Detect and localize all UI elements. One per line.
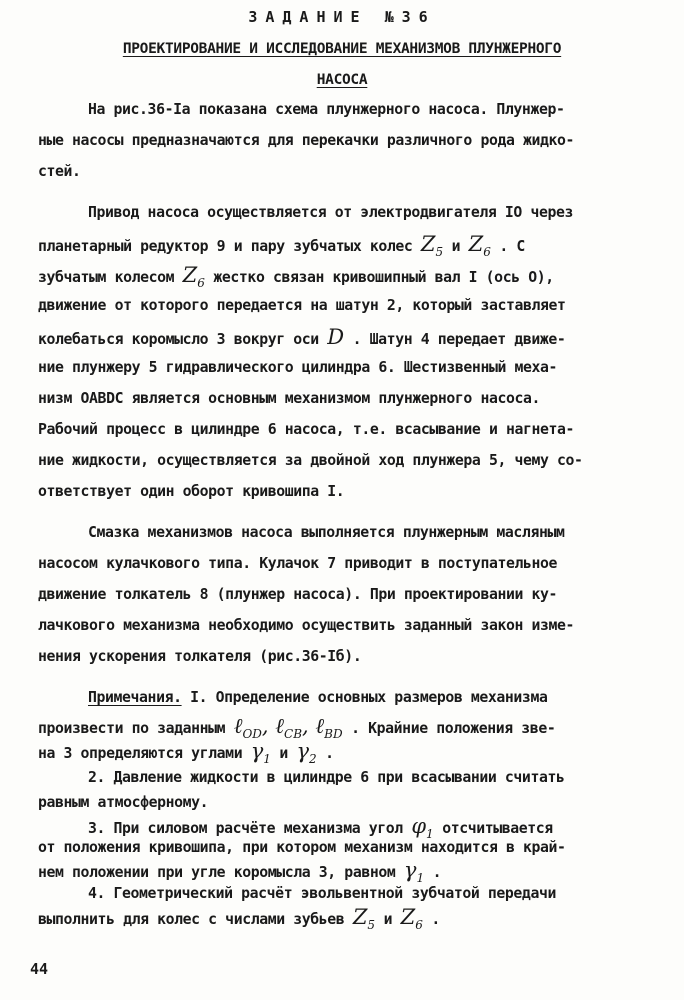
text-line: ние жидкости, осуществляется за двойной ход плунжера 5, чему со- [38, 452, 583, 469]
assignment-subtitle-line-1: ПРОЕКТИРОВАНИЕ И ИССЛЕДОВАНИЕ МЕХАНИЗМОВ ПЛУНЖЕРНОГО [122, 41, 562, 57]
text-line: На рис.36-Iа показана схема плунжерного насоса. Плунжер- [88, 101, 565, 118]
text-line: ние плунжеру 5 гидравлического цилиндра 6. Шестизвенный меха- [38, 359, 558, 376]
text-line: лачкового механизма необходимо осуществить заданный закон изме- [38, 617, 575, 634]
text-line: планетарный редуктор 9 и пару зубчатых колес $Z_5$ и $Z_6$ . С [38, 232, 525, 260]
gamma1-symbol: $\gamma_1$ [403, 858, 425, 886]
text-line: от положения кривошипа, при котором механизм находится в край- [38, 839, 566, 856]
text-line: движение от которого передается на шатун 2, который заставляет [38, 297, 566, 314]
text-line: выполнить для колес с числами зубьев $Z_5$ и $Z_6$ . [38, 905, 440, 933]
z6-symbol: $Z_6$ [400, 905, 423, 933]
text-line: движение толкатель 8 (плунжер насоса). При проектировании ку- [38, 586, 558, 603]
text-line: ответствует один оборот кривошипа I. [38, 483, 345, 500]
point-d-symbol: D [327, 325, 345, 349]
text-line: произвести по заданным ℓ$_{OD}$, ℓ$_{CB}$, ℓ$_{BD}$ . Крайние положения зве- [38, 714, 556, 742]
text-line: насосом кулачкового типа. Кулачок 7 приводит в поступательное [38, 555, 558, 572]
assignment-title: ЗАДАНИЕ №36 [248, 8, 436, 26]
text-line: низм OABDC является основным механизмом плунжерного насоса. [38, 390, 541, 407]
text-line: Примечания. I. Определение основных размеров механизма [88, 689, 548, 706]
notes-heading: Примечания. [88, 689, 182, 706]
link-lengths-symbols: ℓ$_{OD}$, ℓ$_{CB}$, ℓ$_{BD}$ [233, 714, 343, 742]
gamma1-symbol: $\gamma_1$ [250, 739, 271, 767]
z6-symbol: $Z_6$ [468, 232, 491, 260]
text-line: Привод насоса осуществляется от электродвигателя IO через [88, 204, 573, 221]
text-line: зубчатым колесом $Z_6$ жестко связан кривошипный вал I (ось O), [38, 263, 554, 291]
text-line: равным атмосферному. [38, 794, 209, 811]
z5-symbol: $Z_5$ [420, 232, 444, 260]
text-line: 3. При силовом расчёте механизма угол $\varphi_1$ отсчитывается [88, 814, 553, 842]
phi1-symbol: $\varphi_1$ [411, 814, 434, 842]
text-line: 2. Давление жидкости в цилиндре 6 при всасывании считать [88, 769, 565, 786]
assignment-subtitle-line-2: НАСОСА [316, 72, 368, 88]
text-line: колебаться коромысло 3 вокруг оси D . Шатун 4 передает движе- [38, 325, 566, 349]
gamma2-symbol: $\gamma_2$ [296, 739, 317, 767]
text-line: нем положении при угле коромысла 3, равном $\gamma_1$ . [38, 858, 442, 886]
text-line: нения ускорения толкателя (рис.36-Iб). [38, 648, 362, 665]
text-line: 4. Геометрический расчёт эвольвентной зубчатой передачи [88, 885, 556, 902]
text-line: стей. [38, 163, 81, 180]
page-number: 44 [30, 960, 49, 978]
text-line: ные насосы предназначаются для перекачки различного рода жидко- [38, 132, 575, 149]
text-line: Смазка механизмов насоса выполняется плунжерным масляным [88, 524, 565, 541]
z6-symbol: $Z_6$ [182, 263, 205, 291]
z5-symbol: $Z_5$ [352, 905, 376, 933]
text-line: на 3 определяются углами $\gamma_1$ и $\gamma_2$ . [38, 739, 334, 767]
text-line: Рабочий процесс в цилиндре 6 насоса, т.е. всасывание и нагнета- [38, 421, 575, 438]
